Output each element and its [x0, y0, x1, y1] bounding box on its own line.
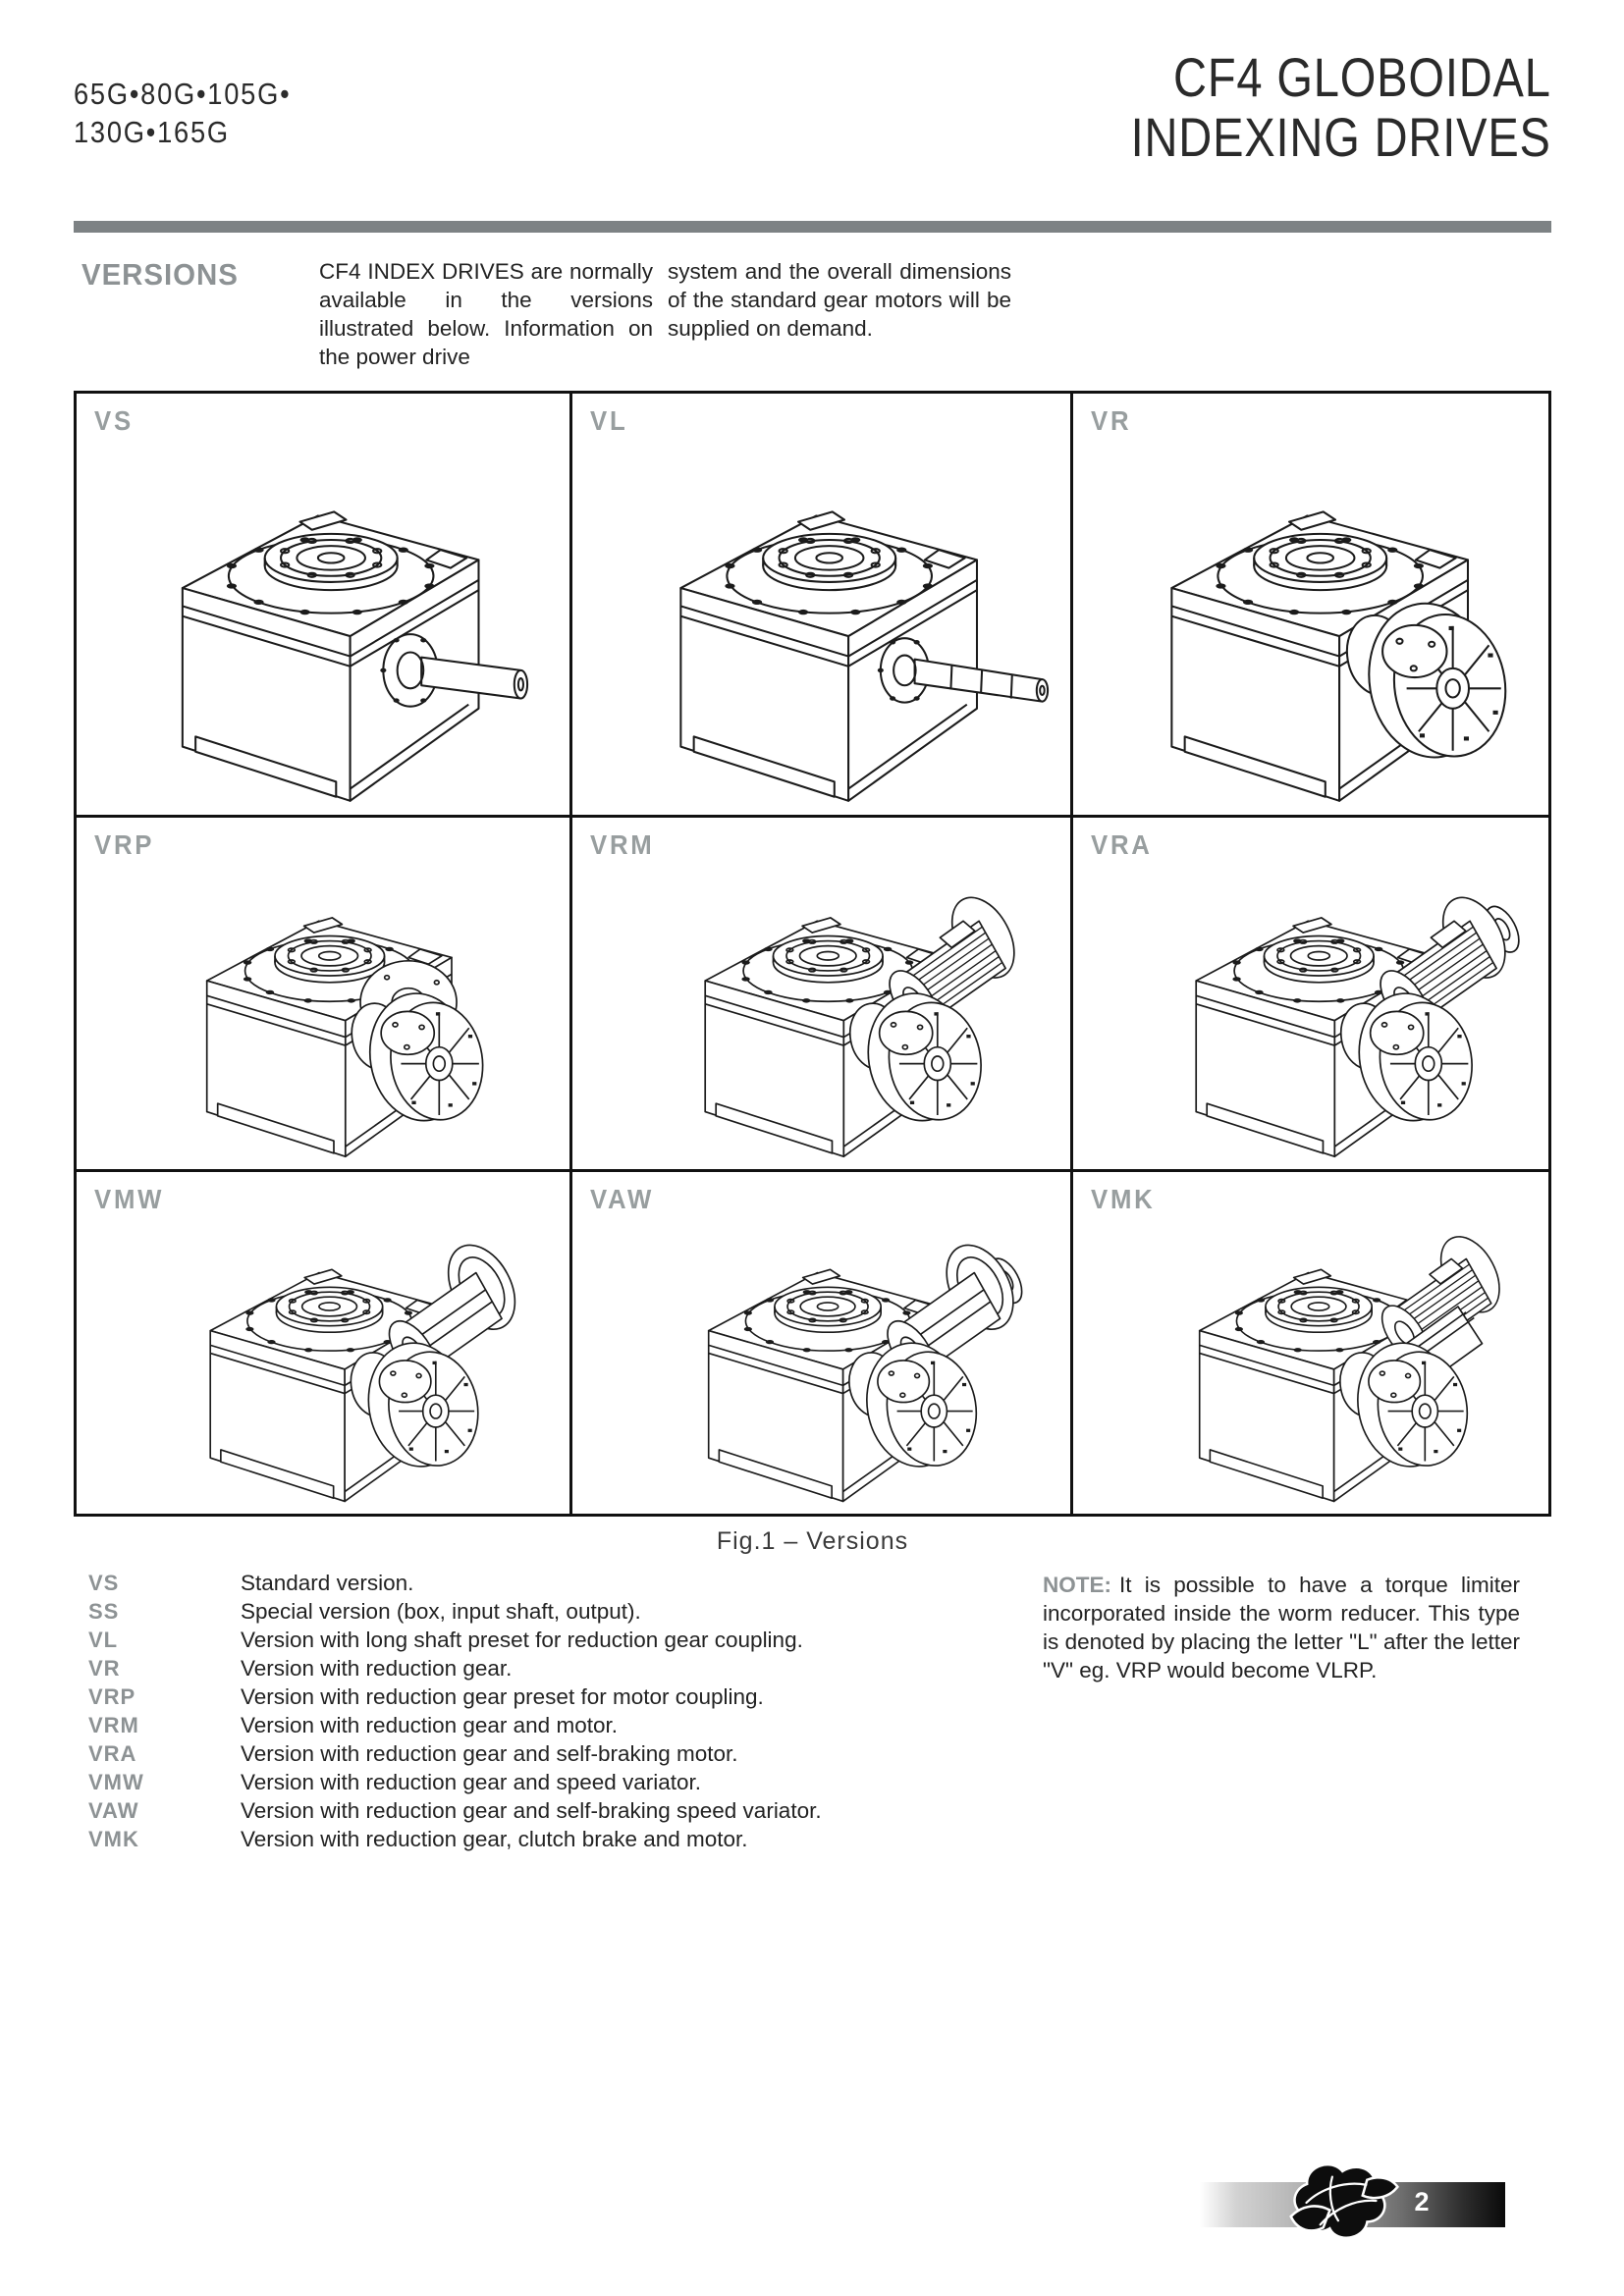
- technical-drawing-vrm: [572, 831, 1070, 1163]
- legend-code: VAW: [88, 1798, 139, 1823]
- figure-caption: Fig.1 – Versions: [716, 1527, 909, 1555]
- page-number: 2: [1414, 2187, 1430, 2216]
- legend-desc: Version with reduction gear and self-braking motor.: [241, 1741, 738, 1766]
- legend-code: VMW: [88, 1770, 144, 1794]
- legend-row: [88, 1741, 822, 1770]
- version-label: VS: [94, 405, 134, 436]
- version-cell-vs: [77, 394, 572, 818]
- page-title-line1: CF4 GLOBOIDAL: [1173, 46, 1551, 108]
- intro-paragraph-2: system and the overall dimensions of the standard gear motors will be supplied on demand.: [668, 259, 1011, 341]
- version-label: VR: [1091, 405, 1132, 436]
- legend-row: [88, 1571, 822, 1599]
- technical-drawing-vrp: [77, 831, 569, 1163]
- version-label: VRM: [590, 829, 655, 860]
- legend-row: [88, 1656, 822, 1684]
- intro-paragraph-1: CF4 INDEX DRIVES are normally available in the versions illustrated below. Information on the power drive: [319, 259, 653, 369]
- legend-desc: Standard version.: [241, 1571, 414, 1595]
- technical-drawing-vra: [1073, 831, 1551, 1163]
- legend-code: SS: [88, 1599, 120, 1624]
- legend-desc: Version with reduction gear, clutch brake and motor.: [241, 1827, 748, 1851]
- technical-drawing-vs: [77, 407, 569, 809]
- version-label: VAW: [590, 1184, 655, 1214]
- model-codes-line1: 65G•80G•105G•: [74, 77, 292, 111]
- knot-logo-icon: [1272, 2153, 1412, 2253]
- version-label: VMK: [1091, 1184, 1156, 1214]
- version-cell-vl: [572, 394, 1073, 818]
- technical-drawing-vmw: [77, 1186, 569, 1508]
- version-cell-vr: [1073, 394, 1551, 818]
- legend-row: [88, 1770, 822, 1798]
- legend-desc: Special version (box, input shaft, output).: [241, 1599, 641, 1624]
- version-cell-vrp: [77, 818, 572, 1172]
- legend-row: [88, 1827, 822, 1855]
- legend-row: [88, 1684, 822, 1713]
- page-title: [1051, 47, 1551, 167]
- legend-code: VL: [88, 1628, 119, 1652]
- legend-row: [88, 1599, 822, 1628]
- page-title-line2: INDEXING DRIVES: [1130, 106, 1551, 168]
- legend-desc: Version with long shaft preset for reduction gear coupling.: [241, 1628, 803, 1652]
- version-label: VRA: [1091, 829, 1153, 860]
- header-rule: [74, 221, 1551, 233]
- legend-desc: Version with reduction gear and speed variator.: [241, 1770, 702, 1794]
- technical-drawing-vl: [572, 407, 1070, 809]
- section-heading-versions: VERSIONS: [81, 257, 239, 292]
- version-cell-vra: [1073, 818, 1551, 1172]
- note-label: NOTE:: [1043, 1573, 1111, 1597]
- versions-legend: [88, 1571, 822, 1855]
- legend-row: [88, 1628, 822, 1656]
- legend-desc: Version with reduction gear.: [241, 1656, 513, 1681]
- version-cell-vmw: [77, 1172, 572, 1514]
- legend-code: VRM: [88, 1713, 139, 1737]
- version-cell-vaw: [572, 1172, 1073, 1514]
- model-codes: [74, 75, 291, 151]
- legend-code: VR: [88, 1656, 121, 1681]
- note-text: It is possible to have a torque limiter incorporated inside the worm reducer. This type is denoted by placing the letter "L" after the letter "V" eg. VRP would become VLRP.: [1043, 1573, 1520, 1682]
- version-label: VMW: [94, 1184, 165, 1214]
- versions-figure-grid: [74, 391, 1551, 1517]
- legend-code: VRA: [88, 1741, 137, 1766]
- version-label: VRP: [94, 829, 155, 860]
- legend-code: VMK: [88, 1827, 139, 1851]
- technical-drawing-vmk: [1073, 1186, 1551, 1508]
- legend-row: [88, 1713, 822, 1741]
- legend-desc: Version with reduction gear and motor.: [241, 1713, 618, 1737]
- legend-desc: Version with reduction gear and self-braking speed variator.: [241, 1798, 822, 1823]
- legend-code: VRP: [88, 1684, 136, 1709]
- technical-drawing-vr: [1073, 407, 1551, 809]
- legend-desc: Version with reduction gear preset for motor coupling.: [241, 1684, 764, 1709]
- version-label: VL: [590, 405, 628, 436]
- legend-row: [88, 1798, 822, 1827]
- model-codes-line2: 130G•165G: [74, 115, 230, 149]
- legend-code: VS: [88, 1571, 120, 1595]
- technical-drawing-vaw: [572, 1186, 1070, 1508]
- note-block: [1043, 1571, 1520, 1684]
- version-cell-vmk: [1073, 1172, 1551, 1514]
- version-cell-vrm: [572, 818, 1073, 1172]
